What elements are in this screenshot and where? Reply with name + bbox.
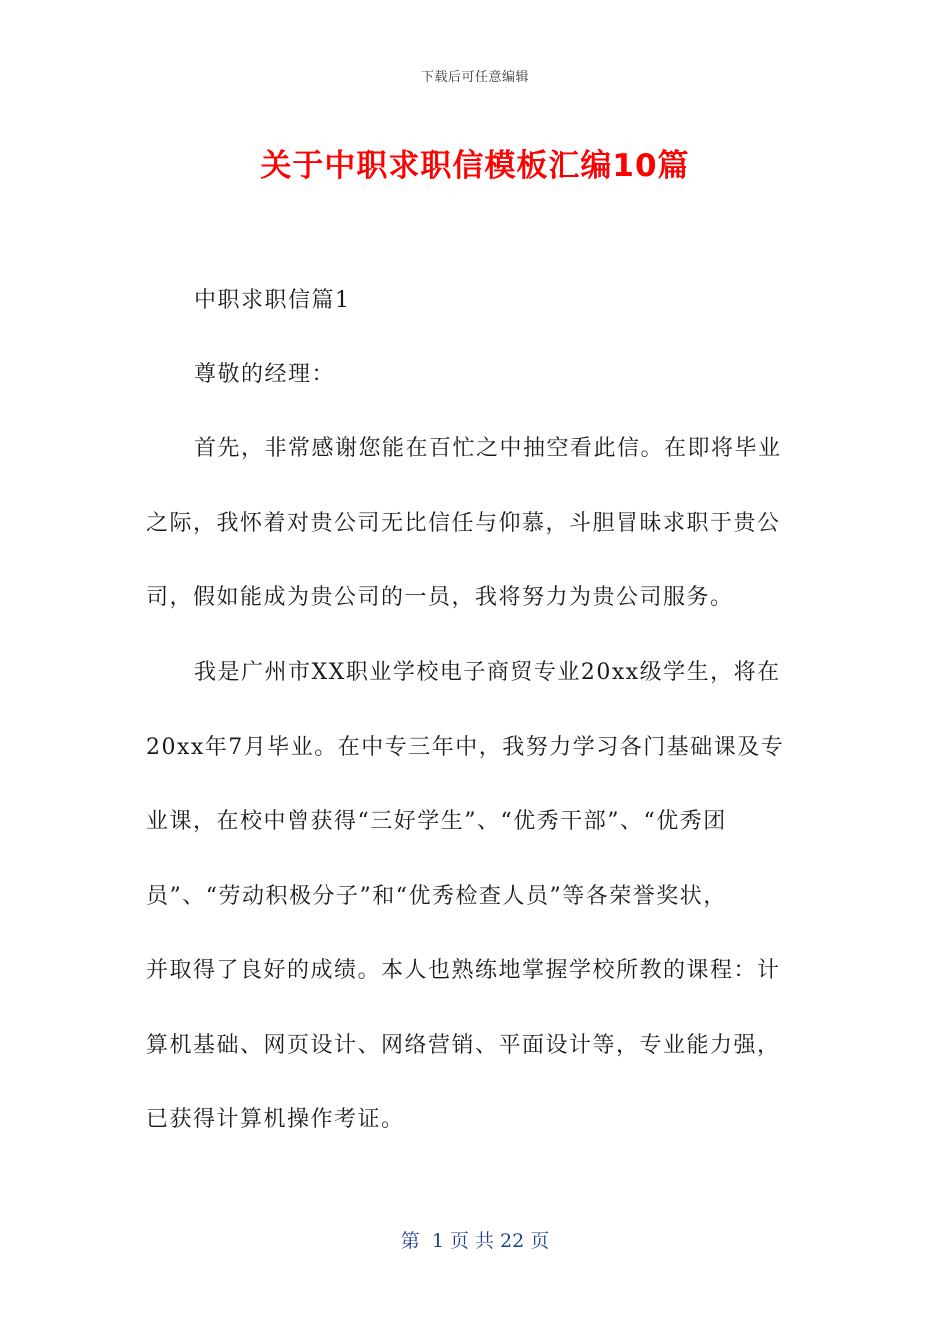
paragraph-line: 20xx年7月毕业。在中专三年中，我努力学习各门基础课及专 — [146, 735, 785, 760]
section-heading: 中职求职信篇1 — [194, 288, 351, 313]
paragraph-line: 算机基础、网页设计、网络营销、平面设计等，专业能力强， — [146, 1033, 781, 1058]
paragraph-line: 已获得计算机操作考证。 — [146, 1107, 405, 1132]
header-note: 下载后可任意编辑 — [420, 70, 529, 85]
paragraph-line: 之际，我怀着对贵公司无比信任与仰慕，斗胆冒昧求职于贵公 — [146, 511, 781, 536]
paragraph-line: 首先，非常感谢您能在百忙之中抽空看此信。在即将毕业 — [194, 436, 782, 461]
salutation: 尊敬的经理： — [194, 362, 336, 387]
document-title: 关于中职求职信模板汇编10篇 — [260, 148, 690, 184]
paragraph-line: 业课，在校中曾获得“三好学生”、“优秀干部”、“优秀团 — [146, 809, 727, 834]
paragraph-line: 员”、“劳动积极分子”和“优秀检查人员”等各荣誉奖状， — [146, 884, 727, 909]
paragraph-line: 我是广州市XX职业学校电子商贸专业20xx级学生，将在 — [194, 660, 781, 685]
paragraph-line: 司，假如能成为贵公司的一员，我将努力为贵公司服务。 — [146, 585, 734, 610]
paragraph-line: 并取得了良好的成绩。本人也熟练地掌握学校所教的课程：计 — [146, 958, 781, 983]
page-number: 第 1 页 共 22 页 — [400, 1230, 550, 1252]
